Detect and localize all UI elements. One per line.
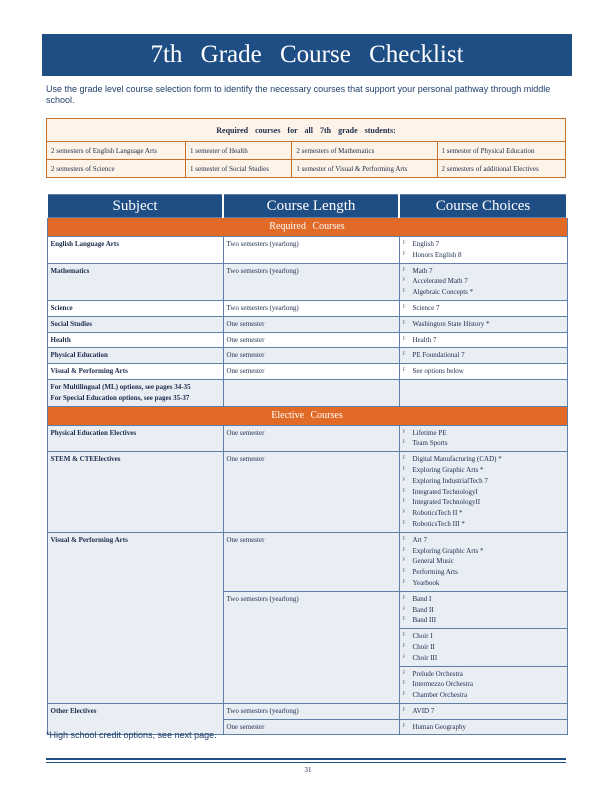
subject-cell: Visual & Performing Arts xyxy=(47,364,223,380)
table-row xyxy=(47,703,567,719)
course-choices-list xyxy=(403,722,564,733)
course-choice-item: F Science 7 xyxy=(403,303,564,314)
course-choice-item: F Performing Arts xyxy=(403,567,564,578)
course-length-cell: One semester xyxy=(223,332,399,348)
table-row xyxy=(47,316,567,332)
course-length-cell: One semester xyxy=(223,316,399,332)
course-choices-list xyxy=(403,239,564,261)
course-choice-item: F Art 7 xyxy=(403,535,564,546)
course-choices-list xyxy=(403,266,564,298)
required-box-cell: 2 semesters of additional Electives xyxy=(437,160,565,178)
course-choices-list xyxy=(403,454,564,530)
section-header-elective: Elective Courses xyxy=(47,406,567,425)
required-box-cell: 1 semester of Physical Education xyxy=(437,142,565,160)
course-choice-item: F Digital Manufacturing (CAD) * xyxy=(403,454,564,465)
course-choice-item: F Exploring Graphic Arts * xyxy=(403,465,564,476)
course-choices-list xyxy=(403,631,564,663)
course-length-cell: One semester xyxy=(223,532,399,591)
course-choice-item: F See options below xyxy=(403,366,564,377)
required-box-header: Required courses for all 7th grade students: xyxy=(47,119,566,142)
course-choice-item: F Band II xyxy=(403,605,564,616)
course-choice-item: F English 7 xyxy=(403,239,564,250)
page-number: 31 xyxy=(304,766,312,774)
course-choice-item: F Band I xyxy=(403,594,564,605)
course-choices-cell xyxy=(399,300,567,316)
course-length-cell: One semester xyxy=(223,348,399,364)
course-choice-item: F Lifetime PE xyxy=(403,428,564,439)
course-choices-list xyxy=(403,535,564,589)
subject-cell: Physical Education Electives xyxy=(47,425,223,452)
column-header: Course Length xyxy=(223,195,399,218)
course-choice-item: F Math 7 xyxy=(403,266,564,277)
course-choices-cell xyxy=(399,237,567,264)
course-choices-list xyxy=(403,366,564,377)
table-row xyxy=(47,218,567,237)
course-choice-item: F Choir III xyxy=(403,653,564,664)
footer-rule xyxy=(46,758,566,760)
required-courses-box xyxy=(46,118,566,178)
sped-note: For Special Education options, see pages 35-37 xyxy=(50,393,190,402)
course-choices-cell xyxy=(399,263,567,300)
course-choice-item: F General Music xyxy=(403,556,564,567)
table-row xyxy=(47,406,567,425)
course-choices-list xyxy=(403,706,564,717)
course-choice-item: F Band III xyxy=(403,615,564,626)
footnote: *High school credit options, see next page. xyxy=(46,730,217,740)
course-length-cell: Two semesters (yearlong) xyxy=(223,263,399,300)
subject-cell: Mathematics xyxy=(47,263,223,300)
course-choice-item: F Choir II xyxy=(403,642,564,653)
course-choices-list xyxy=(403,428,564,450)
table-row xyxy=(47,195,567,218)
course-choice-item: F Yearbook xyxy=(403,578,564,589)
section-header-required: Required Courses xyxy=(47,218,567,237)
subject-cell: Physical Education xyxy=(47,348,223,364)
course-length-cell: One semester xyxy=(223,425,399,452)
course-choice-item: F Exploring Graphic Arts * xyxy=(403,546,564,557)
course-choice-item: F AVID 7 xyxy=(403,706,564,717)
course-choice-item: F Intermezzo Orchestra xyxy=(403,679,564,690)
course-choices-cell xyxy=(399,591,567,628)
page-title: 7th Grade Course Checklist xyxy=(42,34,572,76)
empty-cell xyxy=(223,379,399,406)
course-length-cell: Two semesters (yearlong) xyxy=(223,703,399,719)
table-row xyxy=(47,425,567,452)
course-choices-cell xyxy=(399,348,567,364)
table-row xyxy=(47,364,567,380)
table-row xyxy=(47,332,567,348)
course-choices-cell xyxy=(399,425,567,452)
course-choice-item: F Washington State History * xyxy=(403,319,564,330)
course-choices-cell xyxy=(399,316,567,332)
course-choices-cell xyxy=(399,332,567,348)
required-box-cell: 1 semester of Social Studies xyxy=(186,160,292,178)
required-box-cell: 1 semester of Health xyxy=(186,142,292,160)
subject-cell: Other Electives xyxy=(47,703,223,735)
table-row xyxy=(47,263,567,300)
course-choices-cell xyxy=(399,532,567,591)
table-row xyxy=(47,348,567,364)
subject-cell: Visual & Performing Arts xyxy=(47,532,223,703)
subject-cell: Health xyxy=(47,332,223,348)
course-choice-item: F Team Sports xyxy=(403,438,564,449)
course-choices-list xyxy=(403,350,564,361)
course-choice-item: F Health 7 xyxy=(403,335,564,346)
intro-text: Use the grade level course selection form to identify the necessary courses that support your personal pathway through middle school. xyxy=(46,84,551,105)
course-choices-cell xyxy=(399,452,567,533)
course-choices-list xyxy=(403,319,564,330)
required-box-cell: 2 semesters of English Language Arts xyxy=(47,142,186,160)
course-choices-list xyxy=(403,669,564,701)
table-row xyxy=(47,379,567,406)
course-table xyxy=(46,194,568,735)
table-row xyxy=(47,300,567,316)
table-row xyxy=(47,532,567,591)
ml-sped-note xyxy=(47,379,223,406)
empty-cell xyxy=(399,379,567,406)
required-box-cell: 2 semesters of Mathematics xyxy=(292,142,437,160)
course-choices-cell xyxy=(399,629,567,666)
column-header: Course Choices xyxy=(399,195,567,218)
course-choice-item: F Human Geography xyxy=(403,722,564,733)
course-choice-item: F Chamber Orchestra xyxy=(403,690,564,701)
table-row xyxy=(47,452,567,533)
subject-cell: English Language Arts xyxy=(47,237,223,264)
course-choice-item: F Algebraic Concepts * xyxy=(403,287,564,298)
course-length-cell: One semester xyxy=(223,719,399,735)
course-length-cell: One semester xyxy=(223,364,399,380)
course-length-cell: Two semesters (yearlong) xyxy=(223,300,399,316)
course-choice-item: F Prelude Orchestra xyxy=(403,669,564,680)
required-box-cell: 1 semester of Visual & Performing Arts xyxy=(292,160,437,178)
course-choice-item: F PE Foundational 7 xyxy=(403,350,564,361)
course-choice-item: F RoboticsTech III * xyxy=(403,519,564,530)
course-choice-item: F Choir I xyxy=(403,631,564,642)
course-choice-item: F Honors English 8 xyxy=(403,250,564,261)
required-box-cell: 2 semesters of Science xyxy=(47,160,186,178)
subject-cell: STEM & CTEElectives xyxy=(47,452,223,533)
subject-cell: Science xyxy=(47,300,223,316)
course-choice-item: F Accelerated Math 7 xyxy=(403,276,564,287)
course-choices-cell xyxy=(399,666,567,703)
course-choices-cell xyxy=(399,364,567,380)
course-choice-item: F Integrated TechnologyI xyxy=(403,487,564,498)
column-header: Subject xyxy=(47,195,223,218)
course-choice-item: F RoboticsTech II * xyxy=(403,508,564,519)
subject-cell: Social Studies xyxy=(47,316,223,332)
course-choices-cell xyxy=(399,703,567,719)
course-choices-cell xyxy=(399,719,567,735)
course-length-cell: One semester xyxy=(223,452,399,533)
course-choices-list xyxy=(403,335,564,346)
table-row xyxy=(47,237,567,264)
footer-rule xyxy=(46,762,566,763)
course-choices-list xyxy=(403,594,564,626)
ml-note: For Multilingual (ML) options, see pages 34-35 xyxy=(50,382,191,391)
course-length-cell: Two semesters (yearlong) xyxy=(223,237,399,264)
course-choice-item: F Exploring IndustrialTech 7 xyxy=(403,476,564,487)
course-choices-list xyxy=(403,303,564,314)
course-length-cell: Two semesters (yearlong) xyxy=(223,591,399,703)
course-choice-item: F Integrated TechnologyII xyxy=(403,497,564,508)
